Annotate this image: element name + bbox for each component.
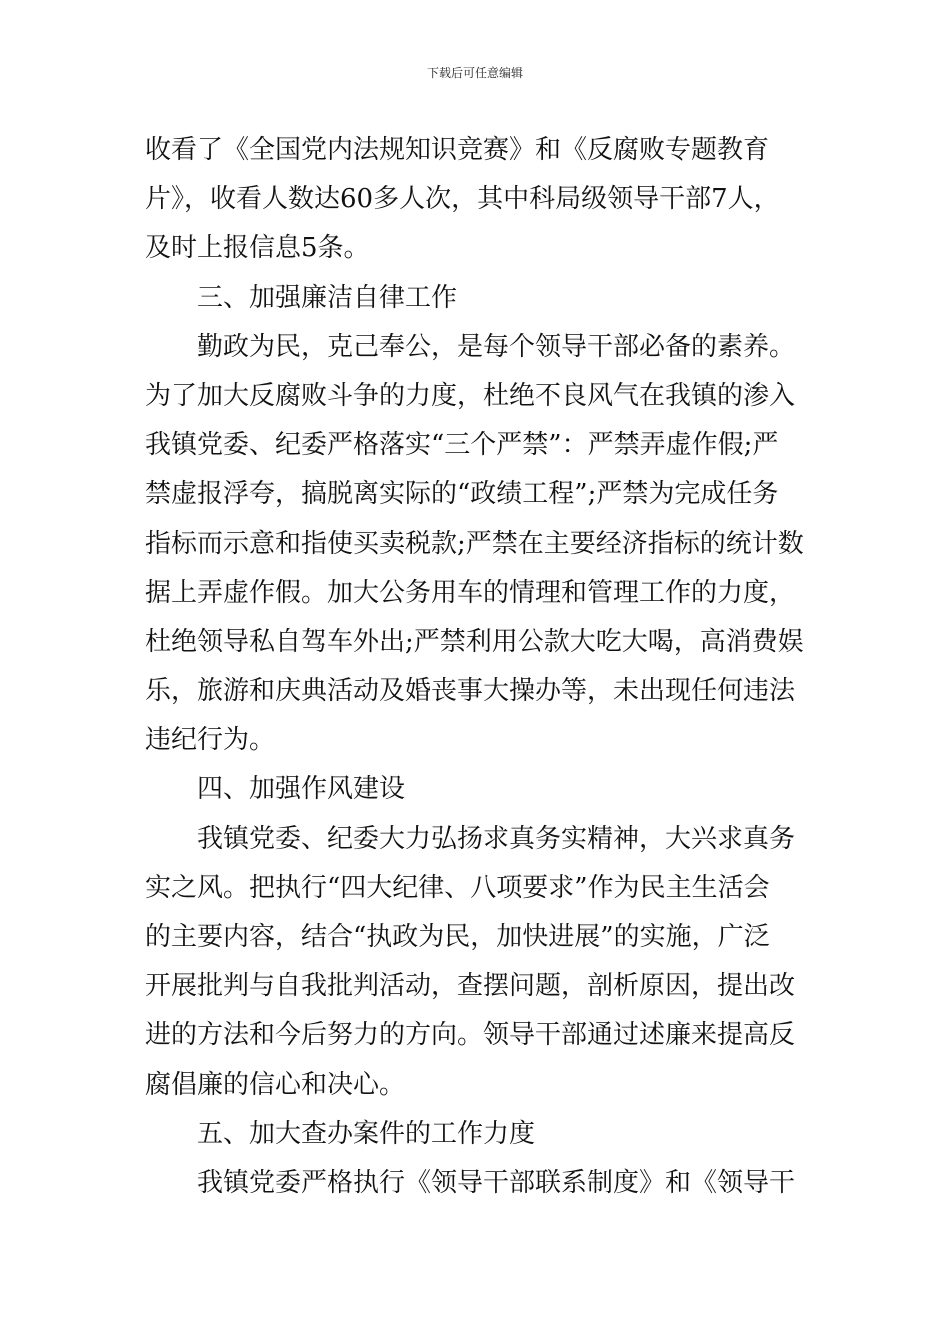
text-line: 收看了《全国党内法规知识竞赛》和《反腐败专题教育 [145, 135, 770, 165]
text-line: 片》，收看人数达60多人次，其中科局级领导干部7人， [145, 184, 780, 215]
text-line: 腐倡廉的信心和决心。 [145, 1069, 406, 1100]
text-line: 我镇党委、纪委严格落实“三个严禁”：严禁弄虚作假;严 [145, 430, 779, 461]
text-line: 为了加大反腐败斗争的力度，杜绝不良风气在我镇的渗入 [145, 380, 796, 411]
text-line: 指标而示意和指使买卖税款;严禁在主要经济指标的统计数 [145, 528, 804, 559]
section-heading: 四、加强作风建设 [197, 774, 406, 805]
text-line: 开展批判与自我批判活动，查摆问题，剖析原因，提出改 [145, 971, 796, 1002]
text-line: 杜绝领导私自驾车外出;严禁利用公款大吃大喝，高消费娱 [145, 626, 804, 657]
text-line: 勤政为民，克己奉公，是每个领导干部必备的素养。 [197, 331, 796, 362]
text-line: 及时上报信息5条。 [145, 233, 370, 264]
page-header-note: 下载后可任意编辑 [426, 66, 523, 80]
text-line: 实之风。把执行“四大纪律、八项要求”作为民主生活会 [145, 872, 770, 903]
text-line: 禁虚报浮夸，搞脱离实际的“政绩工程”;严禁为完成任务 [145, 479, 779, 510]
section-heading: 五、加大查办案件的工作力度 [197, 1118, 536, 1149]
text-line: 违纪行为。 [145, 725, 276, 756]
text-line: 的主要内容，结合“执政为民，加快进展”的实施，广泛 [145, 922, 770, 952]
text-line: 进的方法和今后努力的方向。领导干部通过述廉来提高反 [145, 1020, 796, 1051]
document-body [145, 126, 810, 1208]
text-line: 我镇党委、纪委大力弘扬求真务实精神，大兴求真务 [197, 823, 796, 854]
section-heading: 三、加强廉洁自律工作 [197, 282, 458, 313]
text-line: 乐，旅游和庆典活动及婚丧事大操办等，未出现任何违法 [145, 676, 796, 707]
text-line: 我镇党委严格执行《领导干部联系制度》和《领导干 [197, 1167, 796, 1198]
text-line: 据上弄虚作假。加大公务用车的情理和管理工作的力度， [145, 577, 796, 608]
